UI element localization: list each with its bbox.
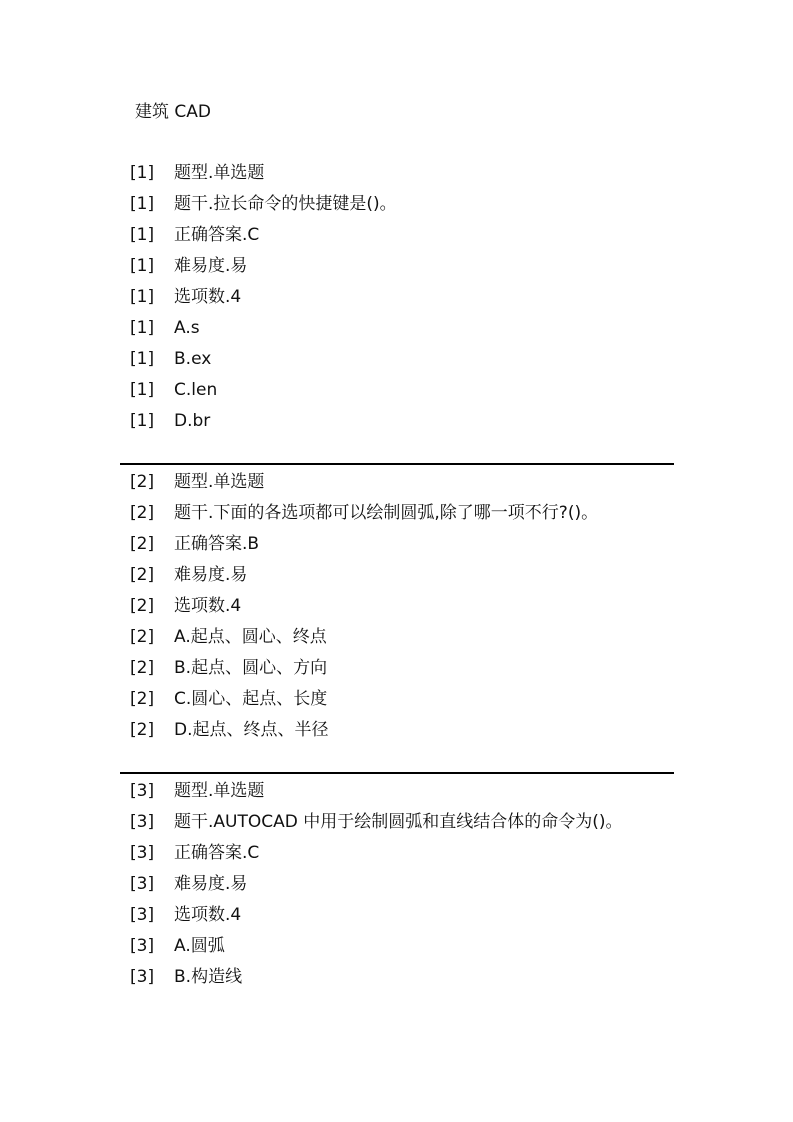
question-number: [2] bbox=[130, 503, 155, 523]
question-stem: [3] 题干.AUTOCAD 中用于绘制圆弧和直线结合体的命令为()。 bbox=[130, 812, 623, 832]
question-number: [1] bbox=[130, 349, 155, 369]
question-type: [3] 题型.单选题 bbox=[130, 781, 265, 801]
question-number: [3] bbox=[130, 874, 155, 894]
question-number: [1] bbox=[130, 194, 155, 214]
question-stem: [2] 题干.下面的各选项都可以绘制圆弧,除了哪一项不行?()。 bbox=[130, 503, 599, 523]
option-b: [1] B.ex bbox=[130, 349, 212, 369]
question-number: [3] bbox=[130, 812, 155, 832]
option-a: [1] A.s bbox=[130, 318, 200, 338]
difficulty: [1] 难易度.易 bbox=[130, 256, 248, 276]
separator-container bbox=[120, 772, 674, 774]
option-a: [3] A.圆弧 bbox=[130, 936, 225, 956]
question-number: [1] bbox=[130, 411, 155, 431]
document-title: 建筑 CAD bbox=[135, 102, 211, 122]
option-c: [2] C.圆心、起点、长度 bbox=[130, 689, 328, 709]
question-type: [1] 题型.单选题 bbox=[130, 163, 265, 183]
separator-line bbox=[120, 463, 674, 465]
option-d: [2] D.起点、终点、半径 bbox=[130, 720, 329, 740]
option-a: [2] A.起点、圆心、终点 bbox=[130, 627, 327, 647]
question-number: [2] bbox=[130, 472, 155, 492]
option-count: [1] 选项数.4 bbox=[130, 287, 242, 307]
question-number: [2] bbox=[130, 534, 155, 554]
option-b: [3] B.构造线 bbox=[130, 967, 243, 987]
question-1 bbox=[120, 161, 674, 440]
correct-answer: [2] 正确答案.B bbox=[130, 534, 260, 554]
correct-answer: [1] 正确答案.C bbox=[130, 225, 260, 245]
question-number: [2] bbox=[130, 596, 155, 616]
question-number: [1] bbox=[130, 318, 155, 338]
question-number: [2] bbox=[130, 689, 155, 709]
question-stem: [1] 题干.拉长命令的快捷键是()。 bbox=[130, 194, 397, 214]
question-number: [3] bbox=[130, 781, 155, 801]
separator-container bbox=[120, 463, 674, 465]
difficulty: [2] 难易度.易 bbox=[130, 565, 248, 585]
question-type: [2] 题型.单选题 bbox=[130, 472, 265, 492]
option-d: [1] D.br bbox=[130, 411, 211, 431]
correct-answer: [3] 正确答案.C bbox=[130, 843, 260, 863]
question-number: [1] bbox=[130, 287, 155, 307]
separator-line bbox=[120, 772, 674, 774]
question-number: [2] bbox=[130, 658, 155, 678]
question-number: [3] bbox=[130, 936, 155, 956]
option-c: [1] C.len bbox=[130, 380, 218, 400]
option-count: [3] 选项数.4 bbox=[130, 905, 242, 925]
question-number: [2] bbox=[130, 720, 155, 740]
question-number: [3] bbox=[130, 843, 155, 863]
option-b: [2] B.起点、圆心、方向 bbox=[130, 658, 328, 678]
question-number: [1] bbox=[130, 256, 155, 276]
question-3 bbox=[120, 779, 674, 996]
difficulty: [3] 难易度.易 bbox=[130, 874, 248, 894]
question-number: [3] bbox=[130, 967, 155, 987]
question-2 bbox=[120, 470, 674, 749]
question-number: [1] bbox=[130, 163, 155, 183]
question-number: [3] bbox=[130, 905, 155, 925]
question-number: [1] bbox=[130, 225, 155, 245]
question-number: [2] bbox=[130, 627, 155, 647]
option-count: [2] 选项数.4 bbox=[130, 596, 242, 616]
question-number: [1] bbox=[130, 380, 155, 400]
question-number: [2] bbox=[130, 565, 155, 585]
